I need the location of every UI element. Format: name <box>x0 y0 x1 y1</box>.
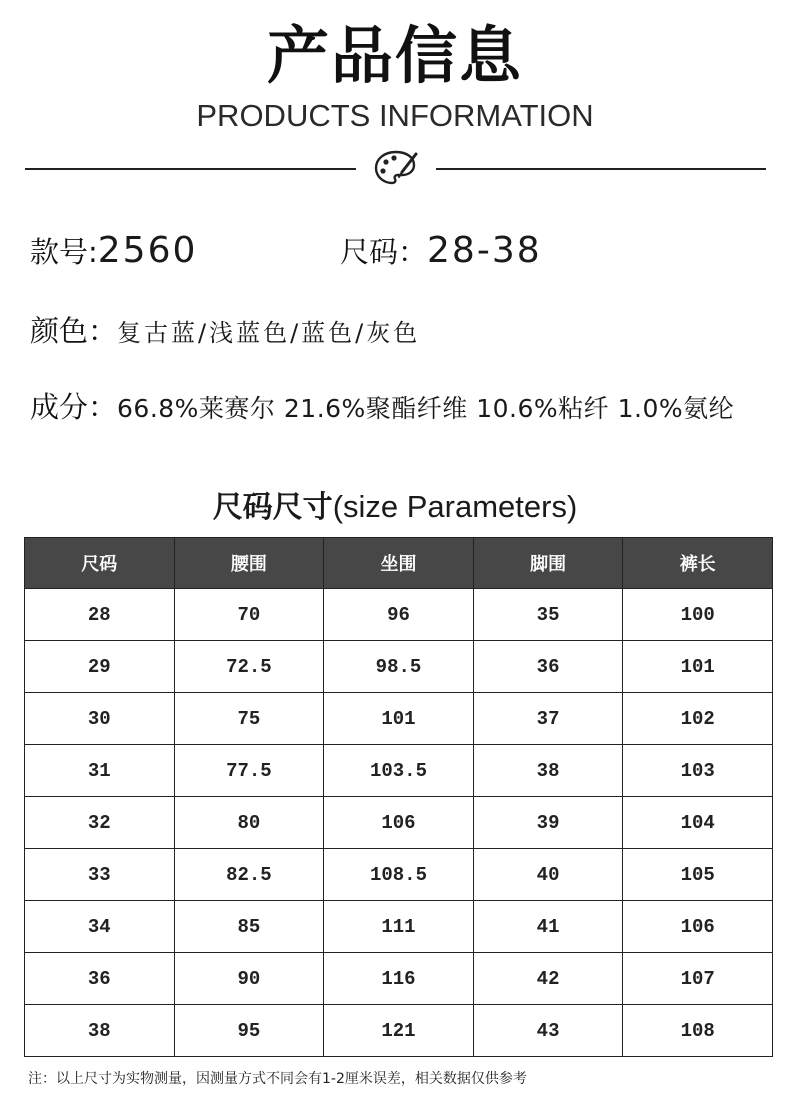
table-cell: 82.5 <box>174 849 324 901</box>
size-table-title-en: (size Parameters) <box>332 489 578 524</box>
column-header: 脚围 <box>473 538 623 589</box>
table-cell: 103.5 <box>324 745 474 797</box>
color-value: 复古蓝/浅蓝色/蓝色/灰色 <box>117 319 421 347</box>
table-cell: 105 <box>623 849 773 901</box>
table-cell: 96 <box>324 589 474 641</box>
table-cell: 98.5 <box>324 641 474 693</box>
measurement-note: 注：以上尺寸为实物测量，因测量方式不同会有1-2厘米误差，相关数据仅供参考 <box>28 1071 527 1087</box>
style-number-label: 款号: <box>30 235 98 269</box>
table-cell: 31 <box>25 745 175 797</box>
size-table <box>24 537 773 1057</box>
table-cell: 41 <box>473 901 623 953</box>
table-cell: 43 <box>473 1005 623 1057</box>
table-cell: 108 <box>623 1005 773 1057</box>
table-cell: 102 <box>623 693 773 745</box>
composition-label: 成分： <box>30 390 118 424</box>
table-header-row <box>25 538 773 589</box>
table-cell: 37 <box>473 693 623 745</box>
table-row <box>25 1005 773 1057</box>
table-row <box>25 641 773 693</box>
table-cell: 75 <box>174 693 324 745</box>
table-cell: 80 <box>174 797 324 849</box>
size-table-title-cn: 尺码尺寸 <box>212 490 333 525</box>
style-number-value: 2560 <box>97 230 198 271</box>
table-cell: 111 <box>324 901 474 953</box>
table-row <box>25 901 773 953</box>
table-cell: 36 <box>25 953 175 1005</box>
divider-right <box>436 168 766 170</box>
table-cell: 95 <box>174 1005 324 1057</box>
color-label: 颜色： <box>30 314 118 348</box>
composition-value: 66.8%莱赛尔 21.6%聚酯纤维 10.6%粘纤 1.0%氨纶 <box>117 394 735 423</box>
table-cell: 108.5 <box>324 849 474 901</box>
table-cell: 29 <box>25 641 175 693</box>
table-row <box>25 849 773 901</box>
table-cell: 107 <box>623 953 773 1005</box>
size-table-title <box>0 482 790 526</box>
column-header: 尺码 <box>25 538 175 589</box>
table-cell: 42 <box>473 953 623 1005</box>
table-cell: 36 <box>473 641 623 693</box>
table-cell: 90 <box>174 953 324 1005</box>
page-title-en: PRODUCTS INFORMATION <box>196 98 594 133</box>
table-cell: 33 <box>25 849 175 901</box>
table-row <box>25 797 773 849</box>
composition-row <box>30 385 734 426</box>
size-range-label: 尺码： <box>340 235 428 269</box>
divider-left <box>25 168 356 170</box>
table-cell: 106 <box>324 797 474 849</box>
table-row <box>25 953 773 1005</box>
table-cell: 34 <box>25 901 175 953</box>
table-cell: 70 <box>174 589 324 641</box>
table-cell: 35 <box>473 589 623 641</box>
table-cell: 38 <box>473 745 623 797</box>
table-cell: 85 <box>174 901 324 953</box>
table-cell: 100 <box>623 589 773 641</box>
table-cell: 103 <box>623 745 773 797</box>
column-header: 坐围 <box>324 538 474 589</box>
table-cell: 121 <box>324 1005 474 1057</box>
page-title-cn: 产品信息 <box>266 19 523 92</box>
column-header: 裤长 <box>623 538 773 589</box>
table-cell: 104 <box>623 797 773 849</box>
table-row <box>25 693 773 745</box>
table-cell: 106 <box>623 901 773 953</box>
column-header: 腰围 <box>174 538 324 589</box>
table-cell: 39 <box>473 797 623 849</box>
color-row <box>30 309 420 350</box>
table-cell: 32 <box>25 797 175 849</box>
table-row <box>25 745 773 797</box>
table-cell: 72.5 <box>174 641 324 693</box>
palette-icon <box>372 148 420 188</box>
table-cell: 101 <box>623 641 773 693</box>
table-cell: 101 <box>324 693 474 745</box>
size-range-value: 28-38 <box>427 230 542 271</box>
table-cell: 77.5 <box>174 745 324 797</box>
table-row <box>25 589 773 641</box>
table-cell: 38 <box>25 1005 175 1057</box>
table-cell: 116 <box>324 953 474 1005</box>
table-cell: 28 <box>25 589 175 641</box>
table-cell: 40 <box>473 849 623 901</box>
table-cell: 30 <box>25 693 175 745</box>
size-range-row <box>340 230 542 271</box>
style-number-row <box>30 230 197 271</box>
